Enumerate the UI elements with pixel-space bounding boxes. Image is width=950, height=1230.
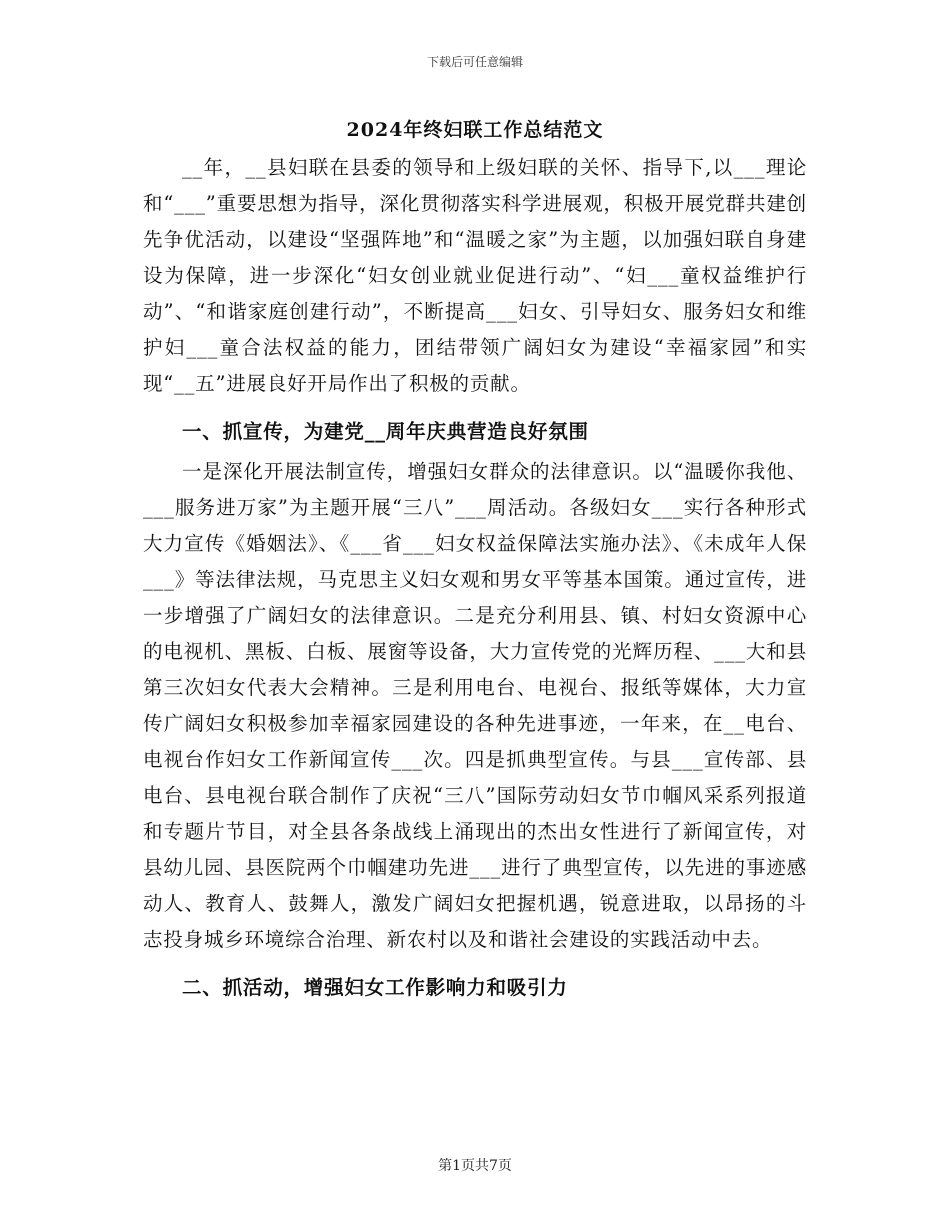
page-header-note: 下载后可任意编辑 bbox=[426, 55, 523, 69]
document-body bbox=[143, 150, 807, 1006]
section-2-heading: 二、抓活动，增强妇女工作影响力和吸引力 bbox=[182, 976, 568, 999]
page-number: 第1页共7页 bbox=[438, 1158, 512, 1174]
intro-paragraph: __年，__县妇联在县委的领导和上级妇联的关怀、指导下,以___理论和“___”重要思想为指导，深化贯彻落实科学进展观，积极开展党群共建创先争优活动，以建设“坚强阵地”和“温暖之家”为主题，以加强妇联自身建设为保障，进一步深化“妇女创业就业促进行动”、“妇___童权益维护行动”、“和谐家庭创建行动”，不断提高___妇女、引导妇女、服务妇女和维护妇___童合法权益的能力，团结带领广阔妇女为建设“幸福家园”和实现“__五”进展良好开局作出了积极的贡献。 bbox=[143, 156, 807, 395]
section-1-paragraph: 一是深化开展法制宣传，增强妇女群众的法律意识。以“温暖你我他、___服务进万家”为主题开展“三八”___周活动。各级妇女___实行各种形式大力宣传《婚姻法》、《___省___妇女权益保障法实施办法》、《未成年人保___》等法律法规，马克思主义妇女观和男女平等基本国策。通过宣传，进一步增强了广阔妇女的法律意识。二是充分利用县、镇、村妇女资源中心的电视机、黑板、白板、展窗等设备，大力宣传党的光辉历程、___大和县第三次妇女代表大会精神。三是利用电台、电视台、报纸等媒体，大力宣传广阔妇女积极参加幸福家园建设的各种先进事迹，一年来，在__电台、电视台作妇女工作新闻宣传___次。四是抓典型宣传。与县___宣传部、县电台、县电视台联合制作了庆祝“三八”国际劳动妇女节巾帼风采系列报道和专题片节目，对全县各条战线上涌现出的杰出女性进行了新闻宣传，对县幼儿园、县医院两个巾帼建功先进___进行了典型宣传，以先进的事迹感动人、教育人、鼓舞人，激发广阔妇女把握机遇，锐意进取，以昂扬的斗志投身城乡环境综合治理、新农村以及和谐社会建设的实践活动中去。 bbox=[143, 460, 807, 951]
document-title: 2024年终妇联工作总结范文 bbox=[346, 119, 604, 141]
section-1-heading: 一、抓宣传，为建党__周年庆典营造良好氛围 bbox=[182, 420, 589, 443]
